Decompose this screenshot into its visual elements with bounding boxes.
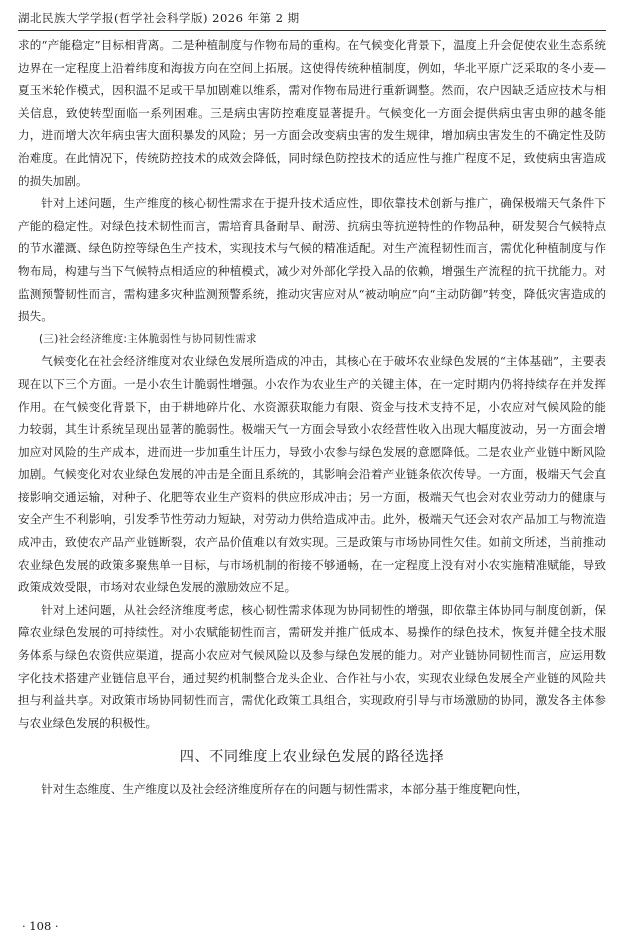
subsection-heading: (三)社会经济维度:主体脆弱性与协同韧性需求	[39, 332, 257, 345]
running-header: 湖北民族大学学报(哲学社会科学版) 2026 年第 2 期	[18, 11, 300, 25]
article-body	[18, 34, 606, 801]
header-divider	[18, 30, 606, 31]
section-title: 四、不同维度上农业绿色发展的路径选择	[179, 749, 445, 766]
paragraph-socioeconomic-impact: 气候变化在社会经济维度对农业绿色发展所造成的冲击，其核心在于破坏农业绿色发展的“主体基础”，主要表现在以下三个方面。一是小农生计脆弱性增强。小农作为农业生产的关键主体，在一定时期内仍将持续存在并发挥作用。在气候变化背景下，由于耕地碎片化、水资源获取能力有限、资金与技术支持不足，小农应对气候风险的能力较弱，其生计系统呈现出显著的脆弱性。极端天气一方面会导致小农经营性收入出现大幅度波动，另一方面会增加应对风险的生产成本，进而进一步加重生计压力，导致小农参与绿色发展的意愿降低。二是农业产业链中断风险加剧。气候变化对农业绿色发展的冲击是全面且系统的，其影响会沿着产业链条依次传导。一方面，极端天气会直接影响交通运输，对种子、化肥等农业生产资料的供应形成冲击；另一方面，极端天气也会对农业劳动力的健康与安全产生不利影响，引发季节性劳动力短缺，对劳动力供给造成冲击。此外，极端天气还会对农产品加工与物流造成冲击，致使农产品产业链断裂，农产品价值难以有效实现。三是政策与市场协同性欠佳。如前文所述，当前推动农业绿色发展的政策多聚焦单一目标，与市场机制的衔接不够通畅，在一定程度上没有对小农实施精准赋能，导致政策成效受限，市场对农业绿色发展的激励效应不足。	[18, 354, 606, 595]
paragraph-continued: 求的“产能稳定”目标相背离。二是种植制度与作物布局的重构。在气候变化背景下，温度上升会促使农业生态系统边界在一定程度上沿着纬度和海拔方向在空间上拓展。这使得传统种植制度，例如，华北平原广泛采取的冬小麦—夏玉米轮作模式，因积温不足或干旱加剧难以维系，需对作物布局进行重新调整。然而，农户因缺乏适应技术与相关信息，致使转型面临一系列困难。三是病虫害防控难度显著提升。气候变化一方面会提供病虫害虫卵的越冬能力，进而增大次年病虫害大面积暴发的风险；另一方面会改变病虫害的发生规律，增加病虫害发生的不确定性及防治难度。在此情况下，传统防控技术的成效会降低，同时绿色防控技术的适应性与推广程度不足，致使病虫害造成的损失加剧。	[18, 38, 606, 188]
paragraph-section-intro: 针对生态维度、生产维度以及社会经济维度所存在的问题与韧性需求，本部分基于维度靶向性，	[41, 782, 529, 797]
paragraph-production-resilience: 针对上述问题，生产维度的核心韧性需求在于提升技术适应性，即依靠技术创新与推广，确保极端天气条件下产能的稳定性。对绿色技术韧性而言，需培育具备耐旱、耐涝、抗病虫等抗逆特性的作物品种，研发契合气候特点的节水灌溉、绿色防控等绿色生产技术，实现技术与气候的精准适配。对生产流程韧性而言，需优化种植制度与作物布局，构建与当下气候特点相适应的种植模式，减少对外部化学投入品的依赖，增强生产流程的抗干扰能力。对监测预警韧性而言，需构建多灾种监测预警系统，推动灾害应对从“被动响应”向“主动防御”转变，降低灾害造成的损失。	[18, 196, 606, 324]
page-number: · 108 ·	[22, 919, 59, 933]
paragraph-socioeconomic-resilience: 针对上述问题，从社会经济维度考虑，核心韧性需求体现为协同韧性的增强，即依靠主体协同与制度创新，保障农业绿色发展的可持续性。对小农赋能韧性而言，需研发并推广低成本、易操作的绿色技术，恢复并健全技术服务体系与绿色农资供应渠道，提高小农应对气候风险以及参与绿色发展的能力。对产业链协同韧性而言，应运用数字化技术搭建产业链信息平台，通过契约机制整合龙头企业、合作社与小农，实现农业绿色发展全产业链的风险共担与利益共享。对政策市场协同韧性而言，需优化政策工具组合，实现政府引导与市场激励的协同，激发各主体参与农业绿色发展的积极性。	[18, 602, 606, 730]
